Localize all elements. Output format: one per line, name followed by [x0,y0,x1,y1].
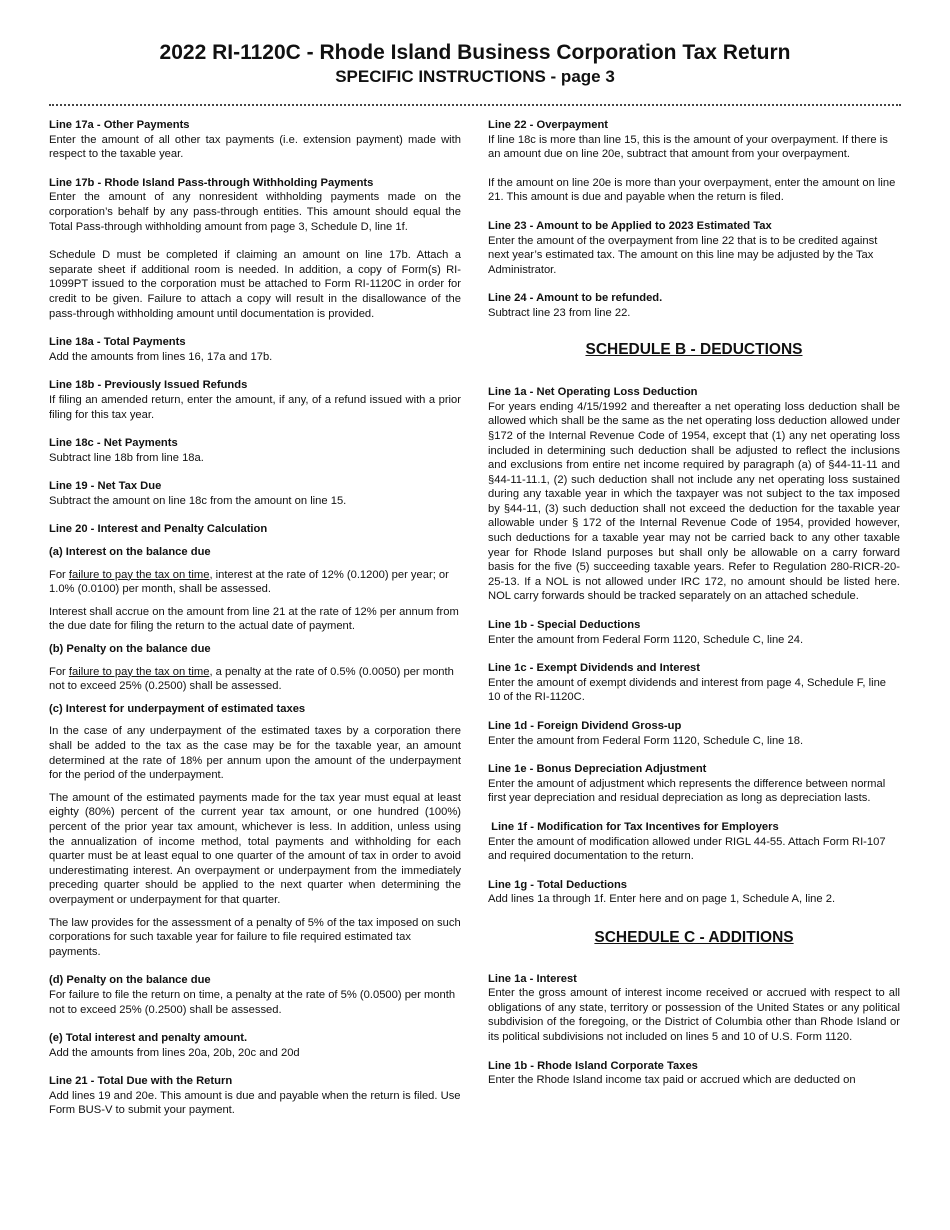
sched-b-line-1g-section [488,878,900,907]
line-24-section [488,291,900,320]
line-18c-section [49,436,461,465]
line-18a-section [49,335,461,364]
line-19-section [49,479,461,508]
page-title: 2022 RI-1120C - Rhode Island Business Corporation Tax Return [159,41,791,64]
line-21-section [49,1074,461,1118]
line-19-heading: Line 19 - Net Tax Due [49,480,162,493]
line-17b-text: Enter the amount of any nonresident withholding payments made on the corporation’s behalf by any pass-through entities. This amount should equal the Total Pass-through withholding amount from page 3, Schedule D, line 1f. [49,191,461,233]
line-20c-text-3: The law provides for the assessment of a penalty of 5% of the tax imposed on such corporations for such taxable year for failure to file required estimated tax payments. [49,916,461,958]
line-20b-text-pre: For [49,665,69,678]
sched-b-line-1c-text: Enter the amount of exempt dividends and interest from page 4, Schedule F, line 10 of the RI-1120C. [488,676,887,704]
line-18a-text: Add the amounts from lines 16, 17a and 17b. [49,350,273,363]
line-23-text: Enter the amount of the overpayment from line 22 that is to be credited against next year’s estimated tax. The amount on this line may be adjusted by the Tax Administrator. [488,234,878,276]
sched-b-line-1d-text: Enter the amount from Federal Form 1120, Schedule C, line 18. [488,734,804,747]
sched-b-line-1f-section [488,820,900,864]
failure-to-pay-link-a: failure to pay the tax on time [68,568,210,581]
line-18b-heading: Line 18b - Previously Issued Refunds [49,379,248,392]
sched-b-line-1d-heading: Line 1d - Foreign Dividend Gross-up [488,720,682,732]
sched-b-line-1f-heading: Line 1f - Modification for Tax Incentives for Employers [488,820,779,833]
line-20c-text-2: The amount of the estimated payments made for the tax year must equal at least eighty (80%) percent of the current year tax amount, or one hundred (100%) percent of the prior year tax amount, whichever is less. In addition, unless using the annualization of income method, total payments and withholding for each quarter must be at least equal to one quarter of the amount of tax in order to avoid underestimating interest. An overpayment or underpayment from the immediately preceding quarter should be applied to the next quarter when determining the overpayment or underpayment for that quarter. [49,791,461,906]
line-20a-heading: (a) Interest on the balance due [49,546,211,559]
line-20d-heading: (d) Penalty on the balance due [49,974,211,987]
sched-b-line-1c-section [488,661,900,705]
line-19-text: Subtract the amount on line 18c from the amount on line 15. [49,494,347,507]
sched-c-line-1b-text: Enter the Rhode Island income tax paid or accrued which are deducted on [488,1074,856,1087]
sched-b-line-1b-text: Enter the amount from Federal Form 1120, Schedule C, line 24. [488,633,804,646]
line-20-section [49,522,461,1060]
schedule-b-title: SCHEDULE B - DEDUCTIONS [585,340,803,358]
line-23-heading: Line 23 - Amount to be Applied to 2023 Estimated Tax [488,219,772,232]
line-23-section [488,219,900,277]
line-20b-text [49,665,461,694]
line-20e-text: Add the amounts from lines 20a, 20b, 20c and 20d [49,1046,300,1059]
line-17b-heading: Line 17b - Rhode Island Pass-through Withholding Payments [49,176,374,189]
line-20c-text-1: In the case of any underpayment of the estimated taxes by a corporation there shall be added to the tax as the case may be for the taxable year, an amount determined at the rate of 18% per annum upon the amount of the underpayment for the period of the underpayment. [49,725,461,782]
line-18b-text: If filing an amended return, enter the amount, if any, of a refund issued with a prior filing for this tax year. [49,393,461,421]
sched-b-line-1b-section [488,618,900,647]
sched-b-line-1e-text: Enter the amount of adjustment which represents the difference between normal first year depreciation and residual depreciation as long as depreciation lasts. [488,777,886,805]
line-20b-heading: (b) Penalty on the balance due [49,643,211,656]
line-20-heading: Line 20 - Interest and Penalty Calculation [49,523,268,536]
line-18b-section [49,378,461,422]
sched-c-line-1a-section [488,972,900,1045]
sched-b-line-1e-section [488,762,900,806]
line-22-text: If line 18c is more than line 15, this is the amount of your overpayment. If there is an amount due on line 20e, subtract that amount from your overpayment. [488,133,888,161]
sched-b-line-1g-text: Add lines 1a through 1f. Enter here and on page 1, Schedule A, line 2. [488,893,836,906]
line-18a-heading: Line 18a - Total Payments [49,336,186,349]
line-18c-heading: Line 18c - Net Payments [49,437,178,450]
failure-to-pay-link-b: failure to pay the tax on time [68,665,210,678]
sched-c-line-1b-heading: Line 1b - Rhode Island Corporate Taxes [488,1059,698,1072]
sched-b-line-1a-text: For years ending 4/15/1992 and thereafter a net operating loss deduction shall be allowed which shall be the same as the net operating loss deduction allowed under §172 of the Internal Revenue Code of 1954, except that (1) any net operating loss included in determining such deduction shall be adjusted to reflect the inclusions and exclusions from entire net income required by paragraph (a) of §44-11-11 and §44-11-11.1, (2) such deduction shall not include any net operating loss sustained during any taxable year in which the taxpayer was not subject to the tax imposed by §44-11, (3) such deduction shall not exceed the deduction for the taxable year allowable under § 172 of the Internal Revenue Code of 1954, provided however, such deductions for a taxable year may not be carried back to any other taxable year for Rhode Island purposes but shall only be allowable on a carry forward basis for the five (5) succeeding taxable years. Refer to Regulation 280-RICR-20-25-13. If a NOL is not allowed under IRC 172, no amount should be listed here. NOL carry forwards should be tracked separately on an attached schedule. [488,400,900,603]
page-header [0,40,950,88]
line-20d-text: For failure to file the return on time, a penalty at the rate of 5% (0.0500) per month not to exceed 25% (0.2500) shall be assessed. [49,988,456,1016]
line-17a-heading: Line 17a - Other Payments [49,119,190,131]
line-24-heading: Line 24 - Amount to be refunded. [488,292,663,305]
page-subtitle: SPECIFIC INSTRUCTIONS - page 3 [335,67,615,86]
line-18c-text: Subtract line 18b from line 18a. [49,451,204,464]
line-17b-section [49,176,461,321]
line-20a-text-pre: For [49,568,69,581]
sched-c-line-1a-text: Enter the gross amount of interest income received or accrued with respect to all obligations of any state, territory or possession of the United States or any political subdivision of the foregoing, or the District of Columbia other than Rhode Island or its political subdivisions not included on lines 5 and 10 of U.S. Form 1120. [488,987,900,1043]
sched-b-line-1a-heading: Line 1a - Net Operating Loss Deduction [488,386,698,399]
line-20e-heading: (e) Total interest and penalty amount. [49,1032,248,1045]
line-24-text: Subtract line 23 from line 22. [488,306,631,319]
line-22-section [488,118,900,205]
line-22-heading: Line 22 - Overpayment [488,119,608,131]
sched-b-line-1d-section [488,719,900,748]
line-20a-text-2: Interest shall accrue on the amount from line 21 at the rate of 12% per annum from the due date for filing the return to the actual date of payment. [49,605,459,633]
schedule-c-title: SCHEDULE C - ADDITIONS [594,928,794,946]
sched-c-line-1b-section [488,1059,900,1088]
line-17b-text-2: Schedule D must be completed if claiming an amount on line 17b. Attach a separate sheet if additional room is needed. In addition, a copy of Form(s) RI-1099PT issued to the corporation must be attached to Form RI-1120C in order for credit to be given. Failure to attach a copy will result in the disallowance of the pass-through withholding amount until documentation is provided. [49,249,461,320]
left-column [49,118,461,1132]
line-20c-heading: (c) Interest for underpayment of estimated taxes [49,702,306,715]
dotted-divider [49,104,901,106]
line-20a-text [49,568,461,597]
sched-b-line-1f-text: Enter the amount of modification allowed under RIGL 44-55. Attach Form RI-107 and required documentation to the return. [488,835,886,863]
line-17a-section [49,118,461,162]
line-20b-text-post: , a penalty at the rate of 0.5% (0.0050) per month not to exceed 25% (0.2500) shall be assessed. [49,665,454,693]
sched-c-line-1a-heading: Line 1a - Interest [488,972,577,985]
line-22-text-2: If the amount on line 20e is more than your overpayment, enter the amount on line 21. This amount is due and payable when the return is filed. [488,176,896,204]
sched-b-line-1b-heading: Line 1b - Special Deductions [488,619,641,632]
right-column [488,118,900,1102]
sched-b-line-1c-heading: Line 1c - Exempt Dividends and Interest [488,662,700,675]
sched-b-line-1e-heading: Line 1e - Bonus Depreciation Adjustment [488,763,707,776]
sched-b-line-1a-section [488,385,900,604]
line-17a-text: Enter the amount of all other tax payments (i.e. extension payment) made with respect to the taxable year. [49,133,461,161]
line-20a-text-post: , interest at the rate of 12% (0.1200) per year; or 1.0% (0.0100) per month, shall be assessed. [49,568,449,596]
line-21-text: Add lines 19 and 20e. This amount is due and payable when the return is filed. Use Form BUS-V to submit your payment. [49,1089,461,1117]
sched-b-line-1g-heading: Line 1g - Total Deductions [488,878,628,891]
line-21-heading: Line 21 - Total Due with the Return [49,1075,233,1088]
